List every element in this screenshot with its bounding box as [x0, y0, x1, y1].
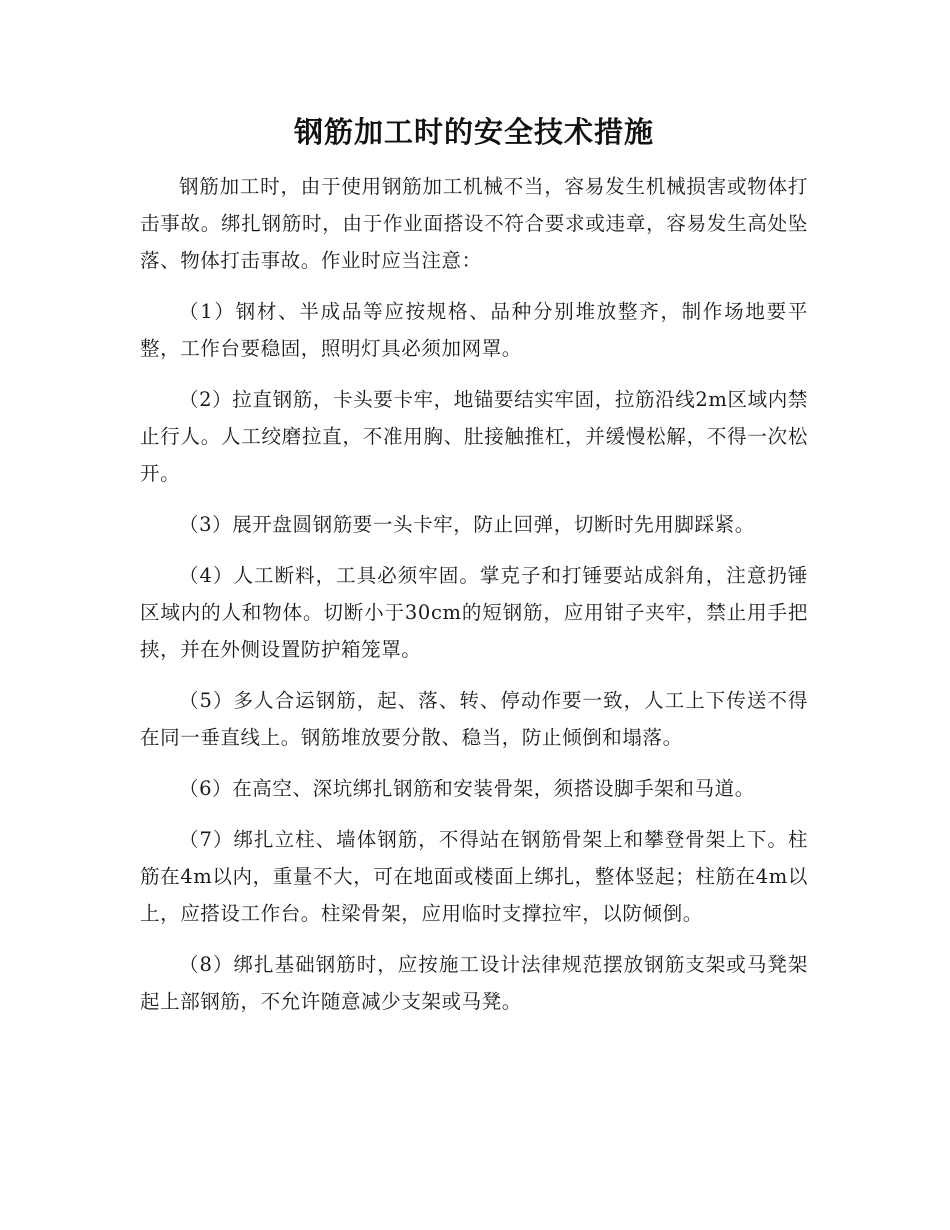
measure-2-paragraph: （2）拉直钢筋，卡头要卡牢，地锚要结实牢固，拉筋沿线2m区域内禁止行人。人工绞磨拉直，不准用胸、肚接触推杠，并缓慢松解，不得一次松开。 — [140, 388, 808, 485]
intro-paragraph: 钢筋加工时，由于使用钢筋加工机械不当，容易发生机械损害或物体打击事故。绑扎钢筋时，由于作业面搭设不符合要求或违章，容易发生高处坠落、物体打击事故。作业时应当注意： — [140, 175, 808, 272]
measure-7-paragraph: （7）绑扎立柱、墙体钢筋，不得站在钢筋骨架上和攀登骨架上下。柱筋在4m以内，重量不大，可在地面或楼面上绑扎，整体竖起；柱筋在4m以上，应搭设工作台。柱梁骨架，应用临时支撑拉牢，以防倾倒。 — [140, 828, 808, 925]
measure-4-paragraph: （4）人工断料，工具必须牢固。掌克子和打锤要站成斜角，注意扔锤区域内的人和物体。切断小于30cm的短钢筋，应用钳子夹牢，禁止用手把挟，并在外侧设置防护箱笼罩。 — [140, 564, 808, 661]
document-title: 钢筋加工时的安全技术措施 — [293, 115, 654, 149]
measure-1-paragraph: （1）钢材、半成品等应按规格、品种分别堆放整齐，制作场地要平整，工作台要稳固，照明灯具必须加网罩。 — [140, 300, 808, 360]
measure-5-paragraph: （5）多人合运钢筋，起、落、转、停动作要一致，人工上下传送不得在同一垂直线上。钢筋堆放要分散、稳当，防止倾倒和塌落。 — [140, 689, 808, 749]
measure-8-paragraph: （8）绑扎基础钢筋时，应按施工设计法律规范摆放钢筋支架或马凳架起上部钢筋，不允许随意减少支架或马凳。 — [140, 953, 808, 1013]
measure-3-paragraph: （3）展开盘圆钢筋要一头卡牢，防止回弹，切断时先用脚踩紧。 — [179, 513, 755, 536]
document-page — [140, 112, 808, 1020]
measure-6-paragraph: （6）在高空、深坑绑扎钢筋和安装骨架，须搭设脚手架和马道。 — [179, 777, 755, 800]
